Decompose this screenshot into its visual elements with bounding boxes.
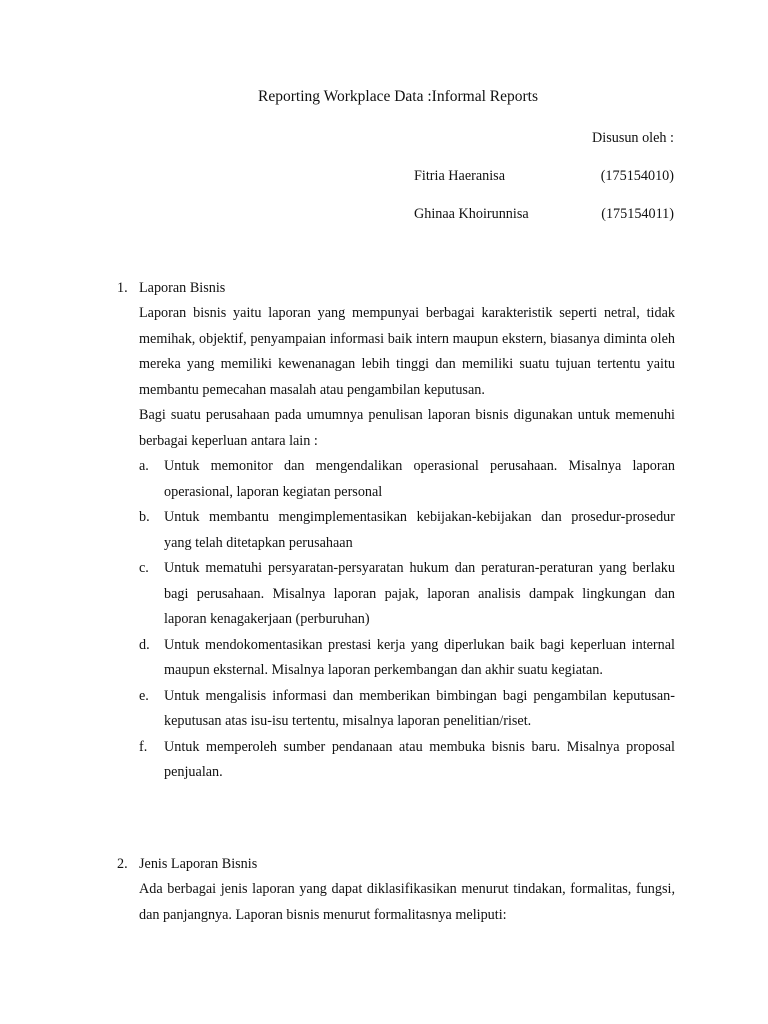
- section-title: Jenis Laporan Bisnis: [139, 856, 258, 872]
- list-text: Untuk memperoleh sumber pendanaan atau membuka bisnis baru. Misalnya proposal penjualan.: [164, 738, 675, 780]
- author-nim: (175154010): [600, 168, 674, 184]
- author-nim: (175154011): [601, 206, 674, 222]
- paragraph: Ada berbagai jenis laporan yang dapat diklasifikasikan menurut tindakan, formalitas, fungsi, dan panjangnya. Laporan bisnis menurut formalitasnya meliputi:: [139, 881, 675, 923]
- section-heading: [117, 854, 675, 874]
- section-jenis-laporan-bisnis: [117, 854, 675, 928]
- list-text: Untuk membantu mengimplementasikan kebijakan-kebijakan dan prosedur-prosedur yang telah ditetapkan perusahaan: [164, 509, 675, 551]
- author-row: [414, 166, 674, 204]
- list-item: [139, 633, 675, 684]
- author-block: [414, 128, 674, 242]
- author-name: Fitria Haeranisa: [414, 168, 505, 184]
- section-title: Laporan Bisnis: [139, 280, 226, 296]
- list-marker: c.: [139, 560, 149, 576]
- purpose-list: [139, 454, 675, 786]
- list-item: [139, 505, 675, 556]
- list-text: Untuk mematuhi persyaratan-persyaratan hukum dan peraturan-peraturan yang berlaku bagi perusahaan. Misalnya laporan pajak, laporan analisis dampak lingkungan dan laporan kenagakerjaan (perburuhan): [164, 560, 675, 627]
- document-title: Reporting Workplace Data :Informal Reports: [258, 88, 538, 105]
- byline-label: Disusun oleh :: [592, 130, 674, 146]
- author-row: [414, 204, 674, 242]
- list-item: [139, 556, 675, 633]
- list-marker: d.: [139, 636, 150, 653]
- author-name: Ghinaa Khoirunnisa: [414, 206, 529, 222]
- section-number: 1.: [117, 280, 128, 296]
- list-text: Untuk memonitor dan mengendalikan operasional perusahaan. Misalnya laporan operasional, laporan kegiatan personal: [164, 458, 675, 500]
- list-marker: b.: [139, 509, 150, 525]
- list-marker: f.: [139, 738, 148, 755]
- list-text: Untuk mengalisis informasi dan memberikan bimbingan bagi pengambilan keputusan-keputusan atas isu-isu tertentu, misalnya laporan penelitian/riset.: [164, 687, 675, 729]
- list-item: [139, 684, 675, 735]
- list-marker: e.: [139, 687, 149, 704]
- list-item: [139, 735, 675, 786]
- list-marker: a.: [139, 458, 149, 474]
- section-laporan-bisnis: [117, 278, 675, 786]
- section-number: 2.: [117, 856, 128, 872]
- paragraph: Bagi suatu perusahaan pada umumnya penulisan laporan bisnis digunakan untuk memenuhi berbagai keperluan antara lain :: [139, 407, 675, 449]
- list-text: Untuk mendokomentasikan prestasi kerja yang diperlukan baik bagi keperluan internal maupun eksternal. Misalnya laporan perkembangan dan akhir suatu kegiatan.: [164, 636, 675, 678]
- paragraph: Laporan bisnis yaitu laporan yang mempunyai berbagai karakteristik seperti netral, tidak memihak, objektif, penyampaian informasi baik intern maupun ekstern, biasanya diminta oleh mereka yang memiliki kewenanagan lebih tinggi dan memiliki suatu tujuan tertentu yaitu membantu pemecahan masalah atau pengambilan keputusan.: [139, 305, 675, 398]
- list-item: [139, 454, 675, 505]
- section-heading: [117, 278, 675, 298]
